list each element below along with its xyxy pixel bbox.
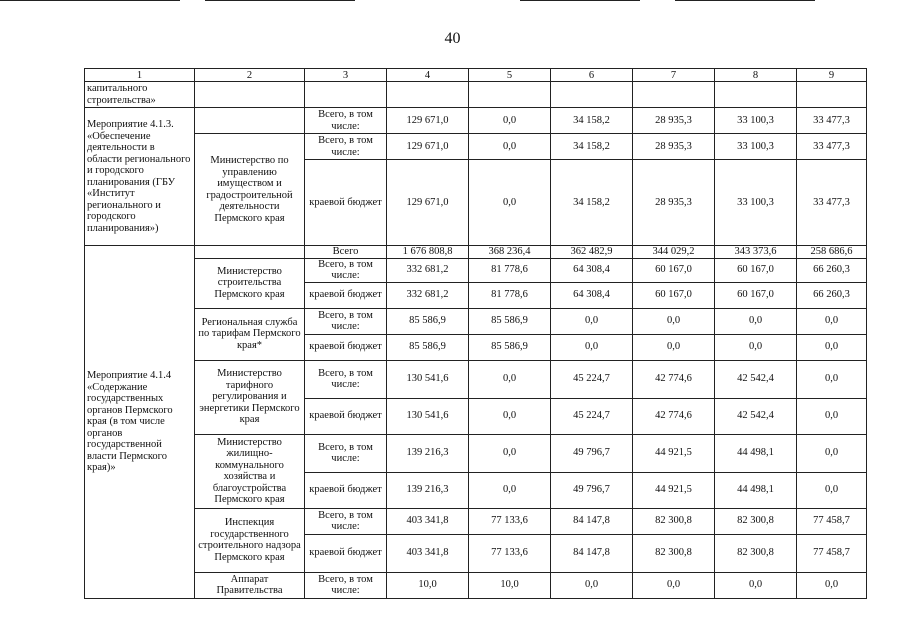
value-cell: 332 681,2: [387, 282, 469, 308]
value-cell: 343 373,6: [715, 246, 797, 259]
funding-source-cell: Всего, в том числе:: [305, 134, 387, 160]
value-cell: 45 224,7: [551, 360, 633, 398]
empty-cell: [305, 82, 387, 108]
funding-source-cell: Всего: [305, 246, 387, 259]
value-cell: 258 686,6: [797, 246, 867, 259]
activity-name-cell: Мероприятие 4.1.4 «Содержание государственных органов Пермского края (в том числе органов государственной власти Пермского края)»: [85, 246, 195, 599]
value-cell: 0,0: [797, 434, 867, 472]
value-cell: 82 300,8: [633, 534, 715, 572]
value-cell: 0,0: [797, 334, 867, 360]
value-cell: 129 671,0: [387, 134, 469, 160]
value-cell: 33 477,3: [797, 134, 867, 160]
value-cell: 85 586,9: [387, 334, 469, 360]
value-cell: 139 216,3: [387, 434, 469, 472]
value-cell: 60 167,0: [715, 258, 797, 282]
budget-table: [84, 68, 867, 599]
value-cell: 60 167,0: [715, 282, 797, 308]
value-cell: 82 300,8: [633, 508, 715, 534]
organization-cell: Министерство строительства Пермского края: [195, 258, 305, 308]
funding-source-cell: краевой бюджет: [305, 334, 387, 360]
funding-source-cell: Всего, в том числе:: [305, 108, 387, 134]
activity-name-cell: Мероприятие 4.1.3. «Обеспечение деятельности в области регионального и городского планирования (ГБУ «Институт регионального и городского планирования»): [85, 108, 195, 246]
table-row: [85, 360, 867, 398]
value-cell: 0,0: [469, 160, 551, 246]
value-cell: 1 676 808,8: [387, 246, 469, 259]
value-cell: 85 586,9: [469, 334, 551, 360]
value-cell: 0,0: [551, 334, 633, 360]
table-header-row: [85, 69, 867, 82]
value-cell: 33 477,3: [797, 160, 867, 246]
empty-cell: [195, 108, 305, 134]
value-cell: 49 796,7: [551, 434, 633, 472]
value-cell: 0,0: [797, 572, 867, 598]
organization-cell: Аппарат Правительства: [195, 572, 305, 598]
value-cell: 81 778,6: [469, 258, 551, 282]
header-cell: 9: [797, 69, 867, 82]
empty-cell: [633, 82, 715, 108]
value-cell: 0,0: [797, 398, 867, 434]
value-cell: 130 541,6: [387, 398, 469, 434]
funding-source-cell: Всего, в том числе:: [305, 434, 387, 472]
value-cell: 42 774,6: [633, 398, 715, 434]
header-cell: 7: [633, 69, 715, 82]
empty-cell: [469, 82, 551, 108]
empty-cell: [797, 82, 867, 108]
value-cell: 82 300,8: [715, 508, 797, 534]
value-cell: 33 100,3: [715, 134, 797, 160]
header-cell: 8: [715, 69, 797, 82]
value-cell: 0,0: [469, 472, 551, 508]
empty-cell: [715, 82, 797, 108]
funding-source-cell: Всего, в том числе:: [305, 508, 387, 534]
value-cell: 44 921,5: [633, 434, 715, 472]
page-number: 40: [444, 30, 461, 47]
value-cell: 0,0: [551, 308, 633, 334]
value-cell: 28 935,3: [633, 134, 715, 160]
value-cell: 42 774,6: [633, 360, 715, 398]
value-cell: 332 681,2: [387, 258, 469, 282]
empty-cell: [195, 246, 305, 259]
value-cell: 64 308,4: [551, 282, 633, 308]
empty-cell: [551, 82, 633, 108]
value-cell: 0,0: [469, 108, 551, 134]
value-cell: 403 341,8: [387, 534, 469, 572]
value-cell: 34 158,2: [551, 160, 633, 246]
value-cell: 129 671,0: [387, 160, 469, 246]
value-cell: 0,0: [797, 360, 867, 398]
value-cell: 34 158,2: [551, 108, 633, 134]
value-cell: 66 260,3: [797, 258, 867, 282]
value-cell: 77 133,6: [469, 508, 551, 534]
value-cell: 45 224,7: [551, 398, 633, 434]
value-cell: 10,0: [469, 572, 551, 598]
value-cell: 81 778,6: [469, 282, 551, 308]
value-cell: 28 935,3: [633, 108, 715, 134]
value-cell: 49 796,7: [551, 472, 633, 508]
top-rule-2: [205, 0, 355, 1]
value-cell: 368 236,4: [469, 246, 551, 259]
value-cell: 44 498,1: [715, 472, 797, 508]
header-cell: 5: [469, 69, 551, 82]
value-cell: 84 147,8: [551, 534, 633, 572]
value-cell: 0,0: [715, 308, 797, 334]
funding-source-cell: краевой бюджет: [305, 160, 387, 246]
value-cell: 42 542,4: [715, 360, 797, 398]
value-cell: 403 341,8: [387, 508, 469, 534]
header-cell: 6: [551, 69, 633, 82]
value-cell: 0,0: [469, 434, 551, 472]
funding-source-cell: краевой бюджет: [305, 472, 387, 508]
funding-source-cell: Всего, в том числе:: [305, 258, 387, 282]
header-cell: 2: [195, 69, 305, 82]
header-cell: 4: [387, 69, 469, 82]
empty-cell: [195, 82, 305, 108]
table-row: [85, 258, 867, 282]
organization-cell: Министерство тарифного регулирования и энергетики Пермского края: [195, 360, 305, 434]
organization-cell: Региональная служба по тарифам Пермского края*: [195, 308, 305, 360]
top-rule-1: [0, 0, 180, 1]
table-row: [85, 508, 867, 534]
value-cell: 0,0: [715, 334, 797, 360]
value-cell: 64 308,4: [551, 258, 633, 282]
value-cell: 0,0: [797, 308, 867, 334]
value-cell: 66 260,3: [797, 282, 867, 308]
header-cell: 1: [85, 69, 195, 82]
table-row: [85, 82, 867, 108]
value-cell: 0,0: [633, 334, 715, 360]
value-cell: 33 477,3: [797, 108, 867, 134]
value-cell: 44 921,5: [633, 472, 715, 508]
funding-source-cell: Всего, в том числе:: [305, 308, 387, 334]
empty-cell: [387, 82, 469, 108]
value-cell: 77 458,7: [797, 508, 867, 534]
value-cell: 344 029,2: [633, 246, 715, 259]
organization-cell: Инспекция государственного строительного надзора Пермского края: [195, 508, 305, 572]
value-cell: 130 541,6: [387, 360, 469, 398]
value-cell: 77 458,7: [797, 534, 867, 572]
value-cell: 85 586,9: [469, 308, 551, 334]
value-cell: 139 216,3: [387, 472, 469, 508]
value-cell: 10,0: [387, 572, 469, 598]
value-cell: 362 482,9: [551, 246, 633, 259]
value-cell: 0,0: [633, 308, 715, 334]
funding-source-cell: краевой бюджет: [305, 398, 387, 434]
value-cell: 85 586,9: [387, 308, 469, 334]
funding-source-cell: краевой бюджет: [305, 534, 387, 572]
table-row: [85, 134, 867, 160]
organization-cell: Министерство по управлению имуществом и градостроительной деятельности Пермского края: [195, 134, 305, 246]
top-rule-3: [520, 0, 640, 1]
value-cell: 60 167,0: [633, 282, 715, 308]
organization-cell: Министерство жилищно-коммунального хозяйства и благоустройства Пермского края: [195, 434, 305, 508]
value-cell: 44 498,1: [715, 434, 797, 472]
funding-source-cell: Всего, в том числе:: [305, 360, 387, 398]
value-cell: 33 100,3: [715, 160, 797, 246]
activity-name-cell: капитального строительства»: [85, 82, 195, 108]
value-cell: 77 133,6: [469, 534, 551, 572]
value-cell: 0,0: [469, 398, 551, 434]
table-row: [85, 434, 867, 472]
table-row: [85, 108, 867, 134]
value-cell: 28 935,3: [633, 160, 715, 246]
value-cell: 60 167,0: [633, 258, 715, 282]
value-cell: 0,0: [551, 572, 633, 598]
value-cell: 0,0: [469, 134, 551, 160]
value-cell: 0,0: [633, 572, 715, 598]
funding-source-cell: Всего, в том числе:: [305, 572, 387, 598]
table-row: [85, 572, 867, 598]
table-row: [85, 308, 867, 334]
value-cell: 42 542,4: [715, 398, 797, 434]
table-row: [85, 246, 867, 259]
value-cell: 34 158,2: [551, 134, 633, 160]
value-cell: 33 100,3: [715, 108, 797, 134]
value-cell: 82 300,8: [715, 534, 797, 572]
funding-source-cell: краевой бюджет: [305, 282, 387, 308]
value-cell: 0,0: [797, 472, 867, 508]
top-rule-4: [675, 0, 815, 1]
value-cell: 84 147,8: [551, 508, 633, 534]
value-cell: 0,0: [469, 360, 551, 398]
header-cell: 3: [305, 69, 387, 82]
value-cell: 129 671,0: [387, 108, 469, 134]
value-cell: 0,0: [715, 572, 797, 598]
